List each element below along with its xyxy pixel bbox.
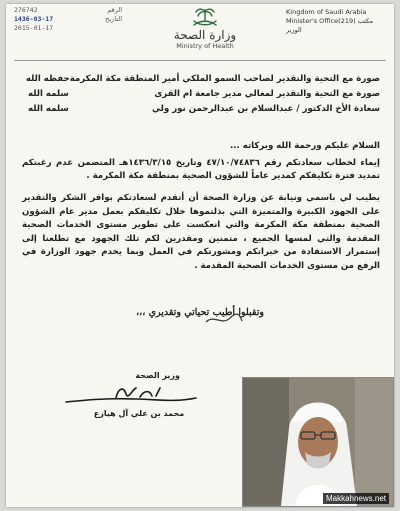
handwritten-signature-icon: [56, 382, 206, 410]
paragraph-reference: إيماء لخطاب سعادتكم رقم ٤٧/١٠/٧٤٨٣٦ وتاريخ ١٤٣٦/٣/١٥هـ المتضمن عدم رغبتكم تمديد فترة تكليفكم كمدير عاماً للشؤون الصحية بمنطقة مكة المكرمة .: [22, 158, 380, 181]
portrait-photo: [242, 377, 394, 507]
reference-label: الرقم: [107, 6, 122, 14]
date-stamp: 1436-03-17: [14, 15, 54, 23]
reference-box: [14, 6, 122, 33]
office-line: Minister's Office(219) مكتب الوزير: [286, 17, 374, 34]
cc-text: صورة مع التحية والتقدير لمعالي مدير جامعة ام القرى: [154, 89, 380, 99]
paragraph-thanks: يطيب لي باسمي ونيابة عن وزارة الصحة أن أتقدم لسعادتكم بوافر الشكر والتقدير على الجهود الكبيرة والمتميزة التي بذلتموها خلال تكليفكم بعمل مدير عام الشؤون الصحية بمنطقة مكة المكرمة والتي انعكست على تطوير مستوى الخدمات الصحية المقدمة والتي لمسها الجميع ، متمنين ومقدرين لكم تلك الجهود مع تطلعنا إلى إستمرار الاستفادة من خبراتكم ومشورتكم في العمل وبما يخدم جهود الوزارة في الرفع من مستوى الخدمات الصحية المقدمة .: [22, 193, 380, 271]
cc-text: سعادة الأخ الدكتور / عبدالسلام بن عبدالرحمن نور ولي: [151, 104, 380, 114]
cc-line: [22, 102, 380, 117]
reference-date-line-2: [14, 24, 122, 33]
cc-salutation: سلمه الله: [28, 104, 69, 114]
reference-number: 276742: [14, 6, 38, 14]
date-label: التاريخ: [105, 15, 122, 23]
letter-page: [6, 4, 394, 507]
date-value: 2015-01-17: [14, 24, 54, 32]
man-portrait-image: [243, 378, 393, 506]
signer-name: محمد بن علي آل هيازع: [93, 409, 185, 418]
logo-english-text: Ministry of Health: [176, 42, 234, 50]
kingdom-english: Kingdom of Saudi Arabia: [286, 8, 367, 16]
cc-salutation: حفظه الله: [25, 74, 70, 84]
kingdom-block: [286, 8, 386, 35]
cc-line: [22, 87, 380, 102]
greeting: السلام عليكم ورحمة الله وبركاته ...: [229, 141, 380, 151]
cc-line: [22, 72, 380, 87]
closing-line: [6, 307, 394, 318]
cc-salutation: سلمه الله: [28, 89, 69, 99]
logo-arabic-text: وزارة الصحة: [173, 28, 237, 42]
reference-number-line: [14, 6, 122, 15]
closing-flourish-icon: [204, 312, 244, 326]
cc-text: صورة مع التحية والتقدير لصاحب السمو الملكي أمير المنطقة مكة المكرمة: [69, 74, 380, 84]
header-divider: [14, 60, 386, 61]
signer-title: وزير الصحة: [135, 371, 180, 380]
cc-list: [22, 72, 380, 117]
site-watermark: Makkahnews.net: [323, 493, 389, 504]
closing-text: وتقبلوا أطيب تحياتي وتقديري ،،،: [136, 307, 264, 318]
palm-swords-emblem-icon: [188, 6, 222, 28]
reference-date-line: [14, 15, 122, 24]
ministry-logo: [160, 6, 250, 51]
